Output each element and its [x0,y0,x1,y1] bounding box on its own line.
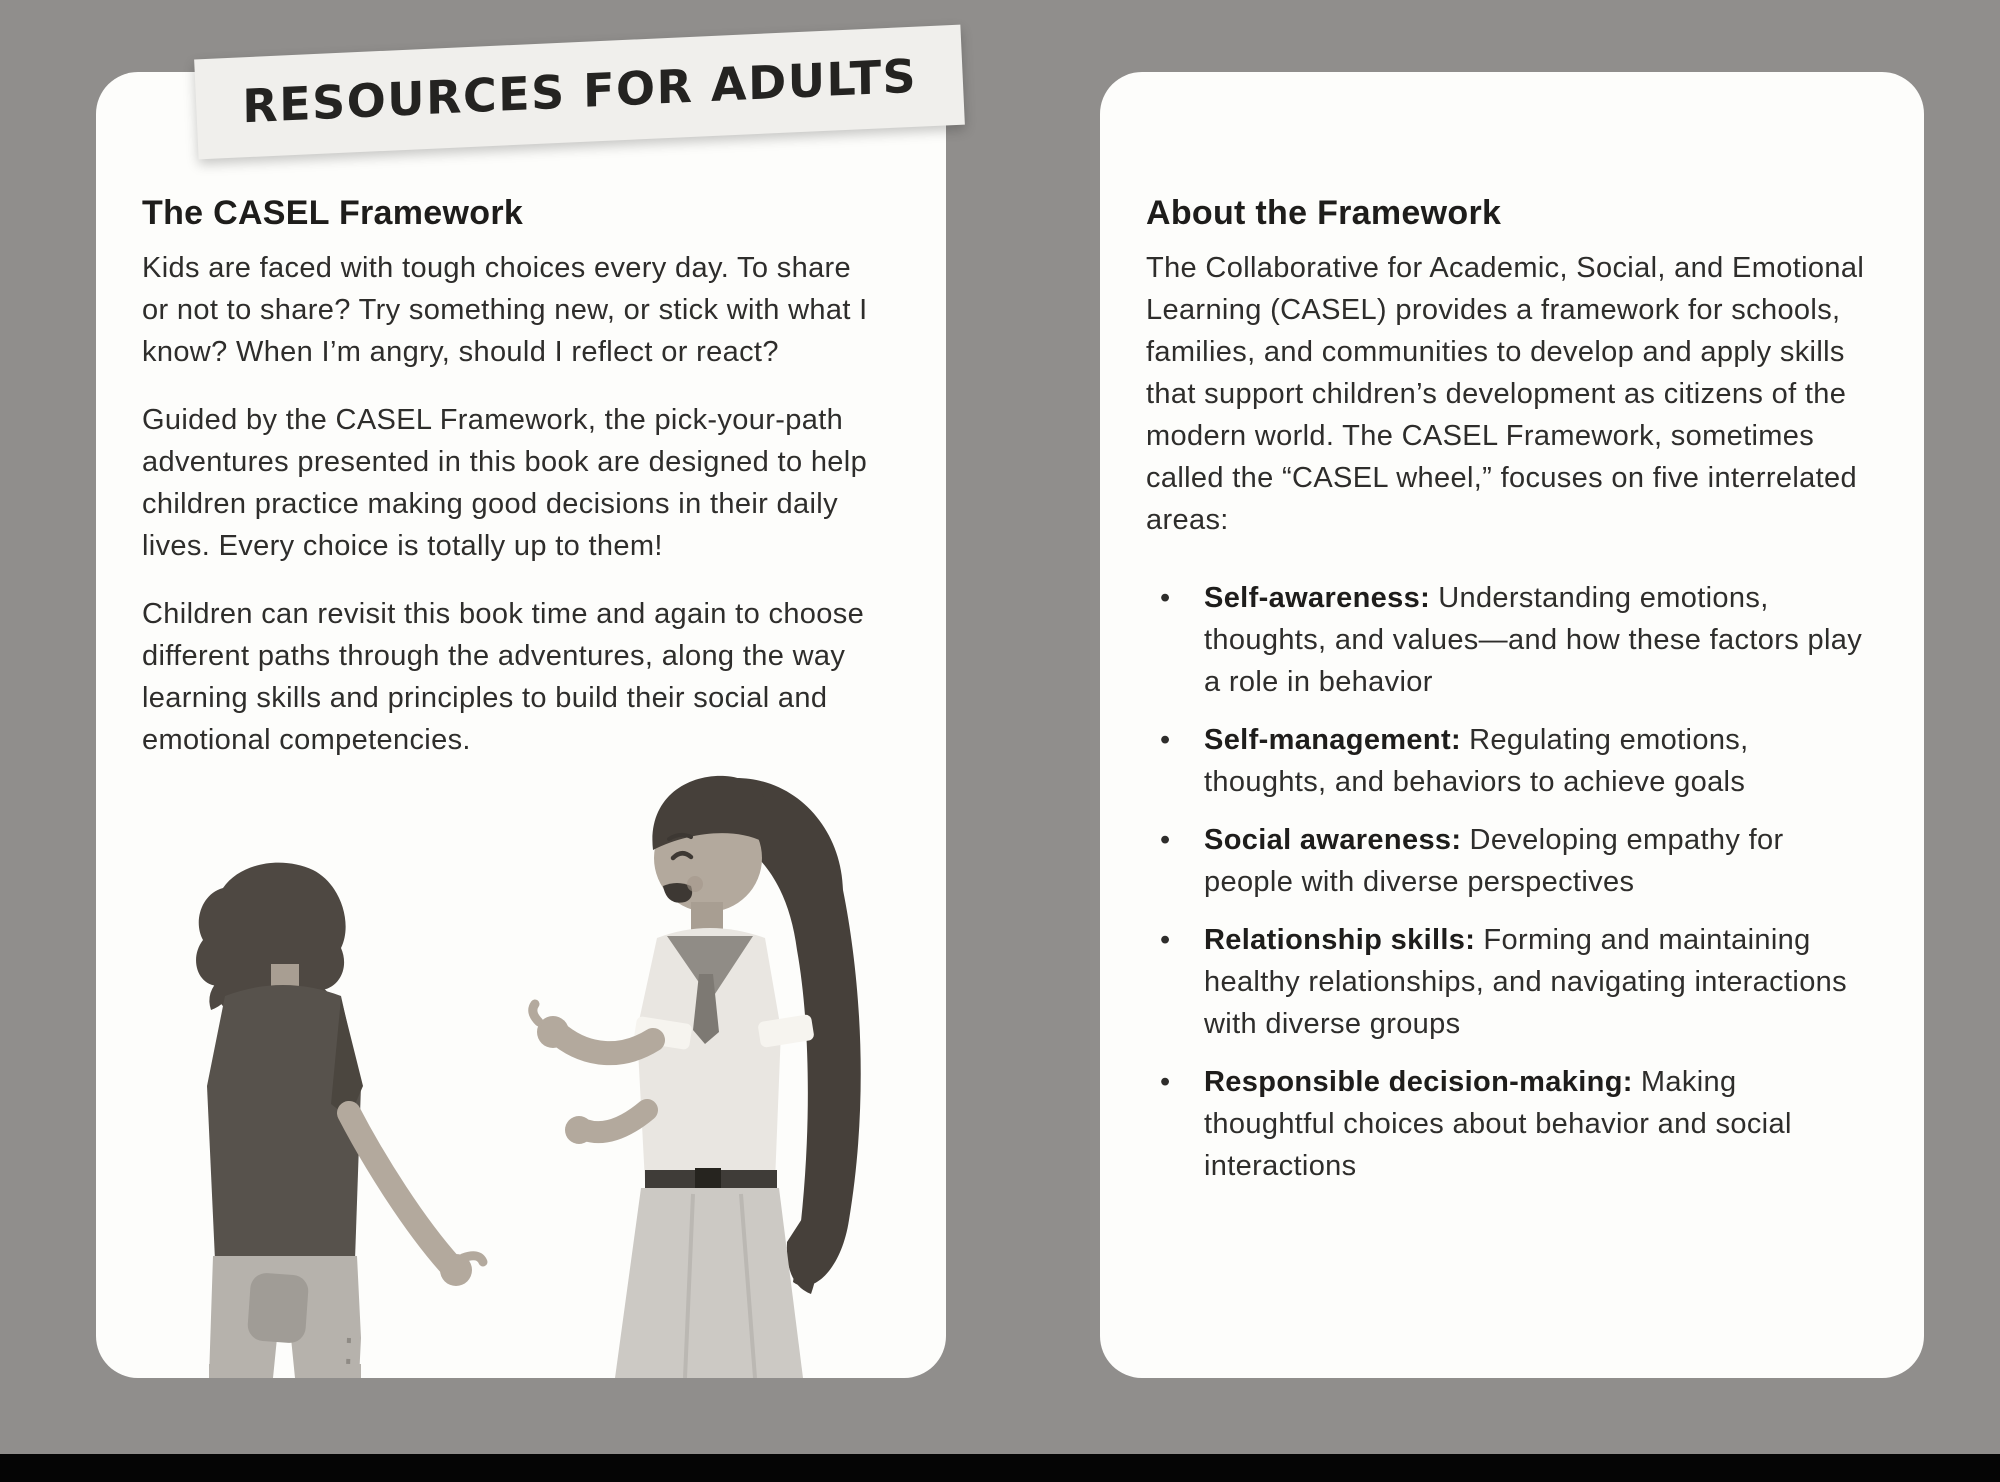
bullet-label: Social awareness: [1204,824,1462,856]
left-card-paragraph-3: Children can revisit this book time and again to choose different paths through the adventures, along the way learning skills and principles to build their social and emotional competencies. [142,598,865,756]
list-item [1160,719,1868,803]
bullet-text [1204,1061,1868,1187]
bullet-description: Understanding emotions, thoughts, and values—and how these factors play a role in behavior [1204,582,1863,698]
casel-competency-list [1146,577,1868,1187]
bullet-text [1204,819,1868,903]
bullet-description: Forming and maintaining healthy relationships, and navigating interactions with diverse groups [1204,924,1848,1040]
bullet-text [1204,577,1868,703]
child-figure [196,863,483,1378]
bullet-description: Making thoughtful choices about behavior and social interactions [1204,1066,1792,1182]
left-card-heading: The CASEL Framework [142,194,524,232]
bullet-description: Developing empathy for people with diverse perspectives [1204,824,1784,898]
bullet-icon: • [1160,1066,1171,1098]
adult-figure [533,776,861,1378]
left-card-paragraph-1: Kids are faced with tough choices every day. To share or not to share? Try something new, or stick with what I know? When I’m angry, should I reflect or react? [142,252,868,368]
bullet-text [1204,719,1868,803]
list-item [1160,1061,1868,1187]
list-item [1160,919,1868,1045]
right-card-intro: The Collaborative for Academic, Social, and Emotional Learning (CASEL) provides a framework for schools, families, and communities to develop and apply skills that support children’s development as citizens of the modern world. The CASEL Framework, sometimes called the “CASEL wheel,” focuses on five interrelated areas: [1146,252,1865,536]
bullet-label: Relationship skills: [1204,924,1476,956]
bullet-text [1204,919,1868,1045]
bullet-icon: • [1160,824,1171,856]
bullet-label: Self-awareness: [1204,582,1431,614]
banner-title: RESOURCES FOR ADULTS [242,48,918,134]
bullet-description: Regulating emotions, thoughts, and behaviors to achieve goals [1204,724,1749,798]
bullet-label: Self-management: [1204,724,1461,756]
bullet-icon: • [1160,724,1171,756]
illustration-child-and-adult [108,738,868,1378]
page-bottom-edge [0,1454,2000,1482]
illustration-svg [108,738,868,1378]
list-item [1160,819,1868,903]
list-item [1160,577,1868,703]
bullet-label: Responsible decision-making: [1204,1066,1633,1098]
right-card-heading: About the Framework [1146,194,1502,232]
right-page-card [1100,72,1924,1378]
bullet-icon: • [1160,924,1171,956]
bullet-icon: • [1160,582,1171,614]
left-card-paragraph-2: Guided by the CASEL Framework, the pick-your-path adventures presented in this book are designed to help children practice making good decisions in their daily lives. Every choice is totally up to them! [142,404,868,562]
left-page-card [96,72,946,1378]
